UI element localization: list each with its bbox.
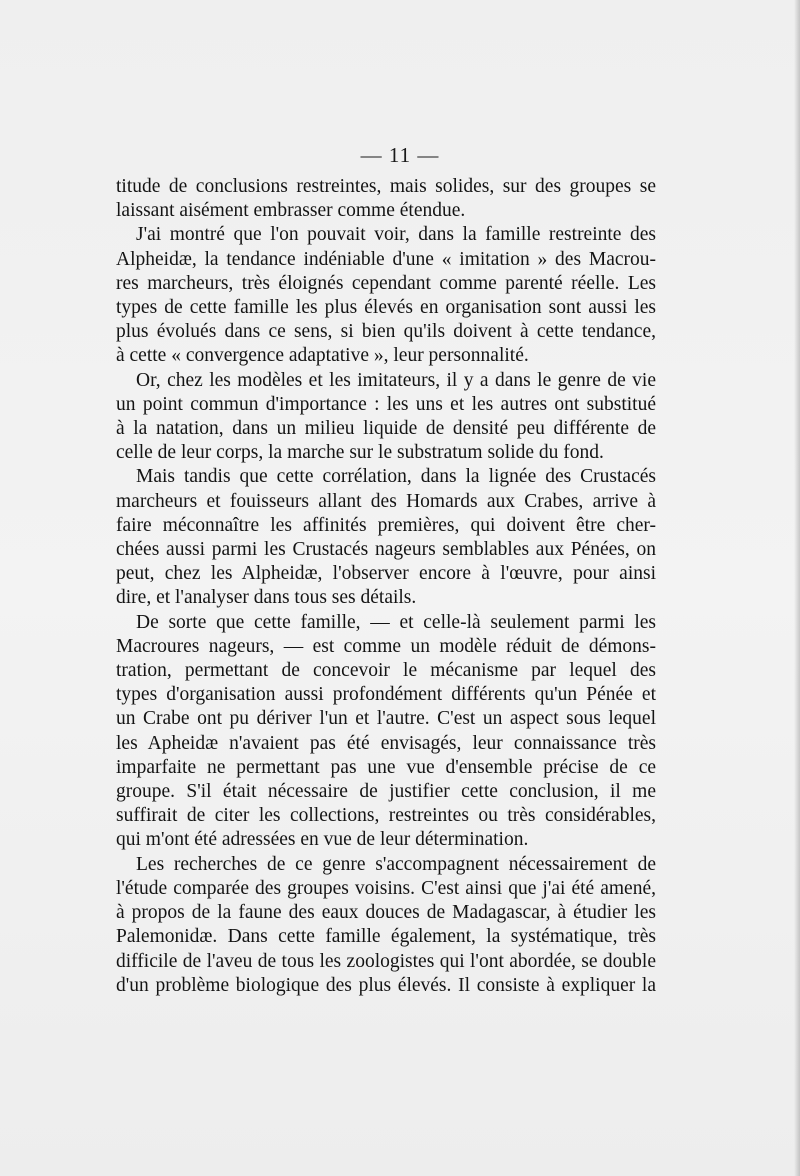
page-number: — 11 — bbox=[360, 143, 440, 167]
text-line: peut, chez les Alpheidæ, l'observer encore à l'œuvre, pour ainsi bbox=[116, 563, 656, 585]
text-line: imparfaite ne permettant pas une vue d'ensemble précise de ce bbox=[116, 756, 656, 778]
text-line: celle de leur corps, la marche sur le substratum solide du fond. bbox=[116, 442, 604, 464]
text-line: plus évolués dans ce sens, si bien qu'ils doivent à cette tendance, bbox=[116, 321, 656, 343]
text-line: Les recherches de ce genre s'accompagnent nécessairement de bbox=[136, 853, 656, 875]
text-line: types de cette famille les plus élevés en organisation sont aussi les bbox=[116, 297, 656, 319]
text-line: à propos de la faune des eaux douces de Madagascar, à étudier les bbox=[116, 902, 656, 924]
text-line: dire, et l'analyser dans tous ses détails. bbox=[116, 587, 417, 609]
text-line: tration, permettant de concevoir le mécanisme par lequel des bbox=[116, 660, 656, 682]
text-line: chées aussi parmi les Crustacés nageurs semblables aux Pénées, on bbox=[116, 539, 656, 561]
text-line: Or, chez les modèles et les imitateurs, il y a dans le genre de vie bbox=[136, 369, 656, 391]
text-line: un Crabe ont pu dériver l'un et l'autre. C'est un aspect sous lequel bbox=[116, 708, 656, 730]
text-line: qui m'ont été adressées en vue de leur détermination. bbox=[116, 829, 529, 851]
text-line: groupe. S'il était nécessaire de justifier cette conclusion, il me bbox=[116, 781, 656, 803]
paragraph bbox=[116, 853, 656, 998]
text-line: Macroures nageurs, — est comme un modèle réduit de démons- bbox=[116, 635, 656, 657]
text-line: suffirait de citer les collections, restreintes ou très considérables, bbox=[116, 805, 656, 827]
text-line: à la natation, dans un milieu liquide de densité peu différente de bbox=[116, 418, 656, 440]
text-line: marcheurs et fouisseurs allant des Homards aux Crabes, arrive à bbox=[116, 490, 656, 512]
text-line: Mais tandis que cette corrélation, dans la lignée des Crustacés bbox=[136, 466, 656, 488]
text-line: Alpheidæ, la tendance indéniable d'une « imitation » des Macrou- bbox=[116, 248, 656, 270]
text-line: laissant aisément embrasser comme étendue. bbox=[116, 200, 466, 222]
text-line: res marcheurs, très éloignés cependant comme parenté réelle. Les bbox=[116, 272, 656, 294]
text-line: les Apheidæ n'avaient pas été envisagés, leur connaissance très bbox=[116, 732, 656, 754]
text-line: titude de conclusions restreintes, mais solides, sur des groupes se bbox=[116, 176, 656, 197]
text-line: types d'organisation aussi profondément différents qu'un Pénée et bbox=[116, 684, 656, 706]
text-line: l'étude comparée des groupes voisins. C'est ainsi que j'ai été amené, bbox=[116, 877, 656, 899]
text-line: faire méconnaître les affinités premières, qui doivent être cher- bbox=[116, 514, 656, 536]
text-line: un point commun d'importance : les uns et les autres ont substitué bbox=[116, 393, 656, 415]
text-line: difficile de l'aveu de tous les zoologistes qui l'ont abordée, se double bbox=[116, 950, 656, 972]
text-line: J'ai montré que l'on pouvait voir, dans la famille restreinte des bbox=[136, 224, 656, 246]
paragraph bbox=[116, 465, 656, 610]
text-line: Palemonidæ. Dans cette famille également, la systématique, très bbox=[116, 926, 656, 948]
paragraph bbox=[116, 611, 656, 853]
paragraph bbox=[116, 175, 656, 223]
body-text bbox=[116, 175, 656, 998]
paragraph bbox=[116, 223, 656, 368]
text-line: d'un problème biologique des plus élevés. Il consiste à expliquer la bbox=[116, 974, 656, 996]
text-line: De sorte que cette famille, — et celle-là seulement parmi les bbox=[136, 611, 656, 633]
text-line: à cette « convergence adaptative », leur personnalité. bbox=[116, 345, 529, 367]
paragraph bbox=[116, 369, 656, 466]
